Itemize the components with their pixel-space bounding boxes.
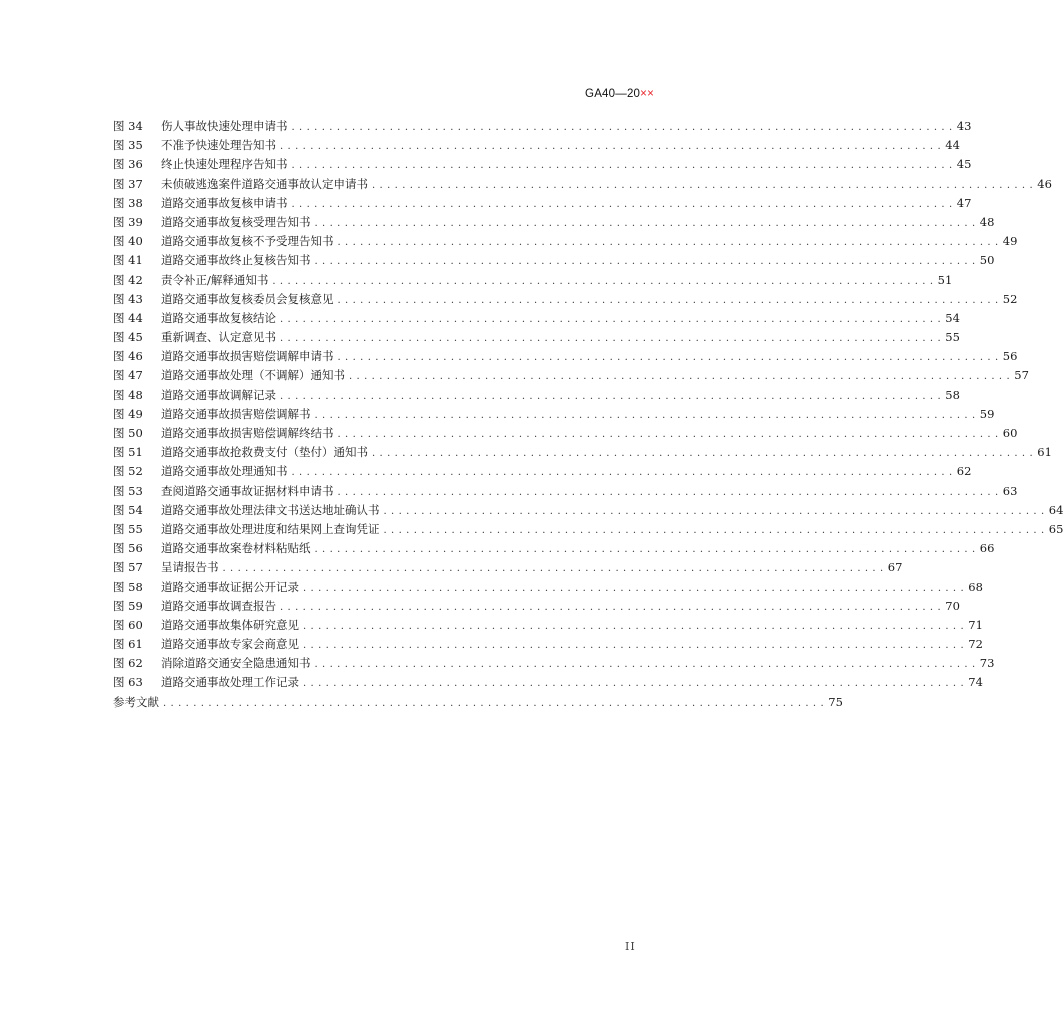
toc-figure-number: 图 63 [113,675,143,690]
toc-entry-title: 道路交通事故损害赔偿调解终结书 [161,426,334,440]
toc-entry-title: 责令补正/解释通知书 [161,272,269,287]
toc-entry-title: 道路交通事故终止复核告知书 [161,253,311,268]
toc-dot-leader [372,176,1033,195]
toc-entry[interactable] [113,597,960,616]
toc-figure-number: 图 41 [113,253,143,268]
toc-figure-number: 图 46 [113,349,143,364]
toc-dot-leader [338,425,999,444]
toc-entry-title: 道路交通事故复核申请书 [161,195,288,210]
toc-page-number: 57 [1014,368,1029,383]
toc-entry-title: 呈请报告书 [161,560,219,575]
toc-page-number: 72 [968,637,983,652]
toc-entry[interactable] [113,136,960,155]
toc-page-number: 68 [968,579,983,594]
toc-page-number: 46 [1037,176,1052,191]
toc-entry-title: 未侦破逃逸案件道路交通事故认定申请书 [161,176,368,191]
toc-entry[interactable] [113,558,903,577]
toc-page-number: 56 [1002,349,1018,364]
toc-entry-title: 道路交通事故处理（不调解）通知书 [161,368,345,383]
toc-figure-number: 图 52 [113,464,143,479]
toc-entry-title: 参考文献 [113,694,159,709]
toc-entry[interactable] [113,482,1018,501]
toc-figure-number: 图 43 [113,291,143,306]
toc-page-number: 48 [979,214,995,229]
toc-dot-leader [315,655,976,674]
toc-entry-title: 查阅道路交通事故证据材料申请书 [161,483,334,498]
toc-figure-number: 图 36 [113,157,143,172]
document-code [585,88,654,100]
toc-entry[interactable] [113,424,1018,443]
toc-dot-leader [315,540,976,559]
table-of-contents [113,117,1063,712]
toc-dot-leader [338,348,999,367]
toc-figure-number: 图 56 [113,541,143,556]
toc-figure-number: 图 48 [113,387,143,402]
toc-entry-title: 道路交通事故处理工作记录 [161,675,299,690]
toc-page-number: 54 [945,310,960,325]
toc-entry[interactable] [113,520,1063,539]
toc-figure-number: 图 59 [113,598,143,613]
toc-page-number: 71 [968,617,983,632]
toc-entry[interactable] [113,501,1063,520]
toc-figure-number: 图 39 [113,214,143,229]
toc-page-number: 59 [979,406,995,421]
toc-entry-title: 消除道路交通安全隐患通知书 [161,656,311,671]
toc-page-number: 43 [956,119,972,133]
toc-page-number: 45 [956,157,972,172]
toc-entry[interactable] [113,462,972,481]
toc-figure-number: 图 50 [113,426,143,440]
toc-page-number: 75 [828,694,843,709]
toc-figure-number: 图 60 [113,617,143,632]
toc-entry[interactable] [113,405,995,424]
toc-entry[interactable] [113,155,972,174]
toc-dot-leader [280,137,941,156]
toc-page-number: 44 [945,138,960,153]
toc-entry-title: 道路交通事故处理通知书 [161,464,288,479]
toc-dot-leader [384,502,1045,521]
toc-figure-number: 图 57 [113,560,143,575]
toc-dot-leader [303,617,964,636]
toc-page-number: 52 [1002,291,1018,306]
toc-figure-number: 图 40 [113,234,143,249]
toc-page-number: 55 [945,330,960,345]
toc-page-number: 58 [945,387,960,402]
toc-dot-leader [280,310,941,329]
toc-dot-leader [223,559,884,578]
toc-figure-number: 图 35 [113,138,143,153]
toc-dot-leader [292,463,953,482]
toc-page-number: 47 [956,195,972,210]
toc-figure-number: 图 54 [113,502,143,517]
toc-dot-leader [280,598,941,617]
toc-dot-leader [280,387,941,406]
toc-entry-title: 道路交通事故复核结论 [161,310,276,325]
toc-entry[interactable] [113,309,960,328]
toc-page-number: 67 [887,560,903,575]
toc-entry-title: 道路交通事故调查报告 [161,598,276,613]
toc-entry[interactable] [113,693,843,712]
toc-entry-title: 道路交通事故损害赔偿调解申请书 [161,349,334,364]
toc-entry[interactable] [113,673,983,692]
toc-entry-title: 道路交通事故损害赔偿调解书 [161,406,311,421]
toc-dot-leader [338,483,999,502]
toc-dot-leader [349,367,1010,386]
toc-dot-leader [315,214,976,233]
toc-page-number: 70 [945,598,960,613]
toc-dot-leader [280,329,941,348]
toc-dot-leader [303,579,964,598]
toc-dot-leader [292,118,953,137]
toc-entry[interactable] [113,443,1052,462]
toc-entry[interactable] [113,232,1018,251]
toc-figure-number: 图 55 [113,521,143,536]
toc-entry[interactable] [113,635,983,654]
toc-entry-title: 道路交通事故复核委员会复核意见 [161,291,334,306]
toc-entry-title: 道路交通事故案卷材料粘贴纸 [161,541,311,556]
toc-figure-number: 图 47 [113,368,143,383]
toc-page-number: 61 [1037,445,1052,460]
page-number: II [625,940,636,953]
toc-page-number: 64 [1048,502,1063,517]
toc-entry-title: 道路交通事故复核不予受理告知书 [161,234,334,249]
toc-page-number: 63 [1002,483,1018,498]
toc-entry-title: 终止快速处理程序告知书 [161,157,288,172]
toc-page-number: 66 [979,541,995,556]
toc-dot-leader [272,272,933,291]
toc-page-number: 49 [1002,234,1018,249]
toc-figure-number: 图 34 [113,119,143,133]
toc-entry[interactable] [113,386,960,405]
toc-figure-number: 图 58 [113,579,143,594]
toc-entry-title: 道路交通事故调解记录 [161,387,276,402]
toc-dot-leader [303,674,964,693]
toc-figure-number: 图 37 [113,176,143,191]
toc-figure-number: 图 42 [113,272,143,287]
toc-entry[interactable] [113,213,995,232]
toc-entry-title: 道路交通事故处理进度和结果网上查询凭证 [161,521,380,536]
toc-page-number: 74 [968,675,983,690]
toc-entry-title: 道路交通事故抢救费支付（垫付）通知书 [161,445,368,460]
toc-entry-title: 重新调查、认定意见书 [161,330,276,345]
toc-dot-leader [315,252,976,271]
toc-page-number: 51 [937,272,953,287]
toc-figure-number: 图 49 [113,406,143,421]
toc-entry[interactable] [113,347,1018,366]
toc-entry-title: 不准予快速处理告知书 [161,138,276,153]
toc-entry-title: 道路交通事故证据公开记录 [161,579,299,594]
toc-dot-leader [292,195,953,214]
toc-dot-leader [303,636,964,655]
toc-dot-leader [315,406,976,425]
document-code-text: GA40—20 [585,88,641,100]
toc-entry-title: 道路交通事故复核受理告知书 [161,214,311,229]
toc-entry[interactable] [113,194,972,213]
toc-page-number: 60 [1002,426,1018,440]
toc-figure-number: 图 45 [113,330,143,345]
toc-figure-number: 图 62 [113,656,143,671]
toc-figure-number: 图 44 [113,310,143,325]
toc-entry[interactable] [113,271,953,290]
toc-entry[interactable] [113,290,1018,309]
toc-dot-leader [163,694,824,713]
toc-entry-title: 道路交通事故专家会商意见 [161,637,299,652]
toc-entry[interactable] [113,616,983,635]
toc-page-number: 62 [956,464,972,479]
toc-page-number: 50 [979,253,995,268]
toc-entry-title: 道路交通事故处理法律文书送达地址确认书 [161,502,380,517]
toc-entry[interactable] [113,578,983,597]
toc-entry[interactable] [113,539,995,558]
toc-page-number: 65 [1048,521,1063,536]
toc-dot-leader [338,291,999,310]
toc-figure-number: 图 38 [113,195,143,210]
toc-entry[interactable] [113,654,995,673]
toc-dot-leader [372,444,1033,463]
toc-entry[interactable] [113,328,960,347]
toc-entry-title: 道路交通事故集体研究意见 [161,617,299,632]
toc-entry[interactable] [113,366,1029,385]
toc-entry[interactable] [113,175,1052,194]
toc-page-number: 73 [979,656,995,671]
toc-entry[interactable] [113,117,972,136]
toc-entry[interactable] [113,251,995,270]
toc-dot-leader [338,233,999,252]
toc-dot-leader [292,156,953,175]
toc-figure-number: 图 53 [113,483,143,498]
toc-figure-number: 图 51 [113,445,143,460]
toc-dot-leader [384,521,1045,540]
toc-entry-title: 伤人事故快速处理申请书 [161,119,288,133]
document-code-mark: ×× [640,88,654,100]
toc-figure-number: 图 61 [113,637,143,652]
